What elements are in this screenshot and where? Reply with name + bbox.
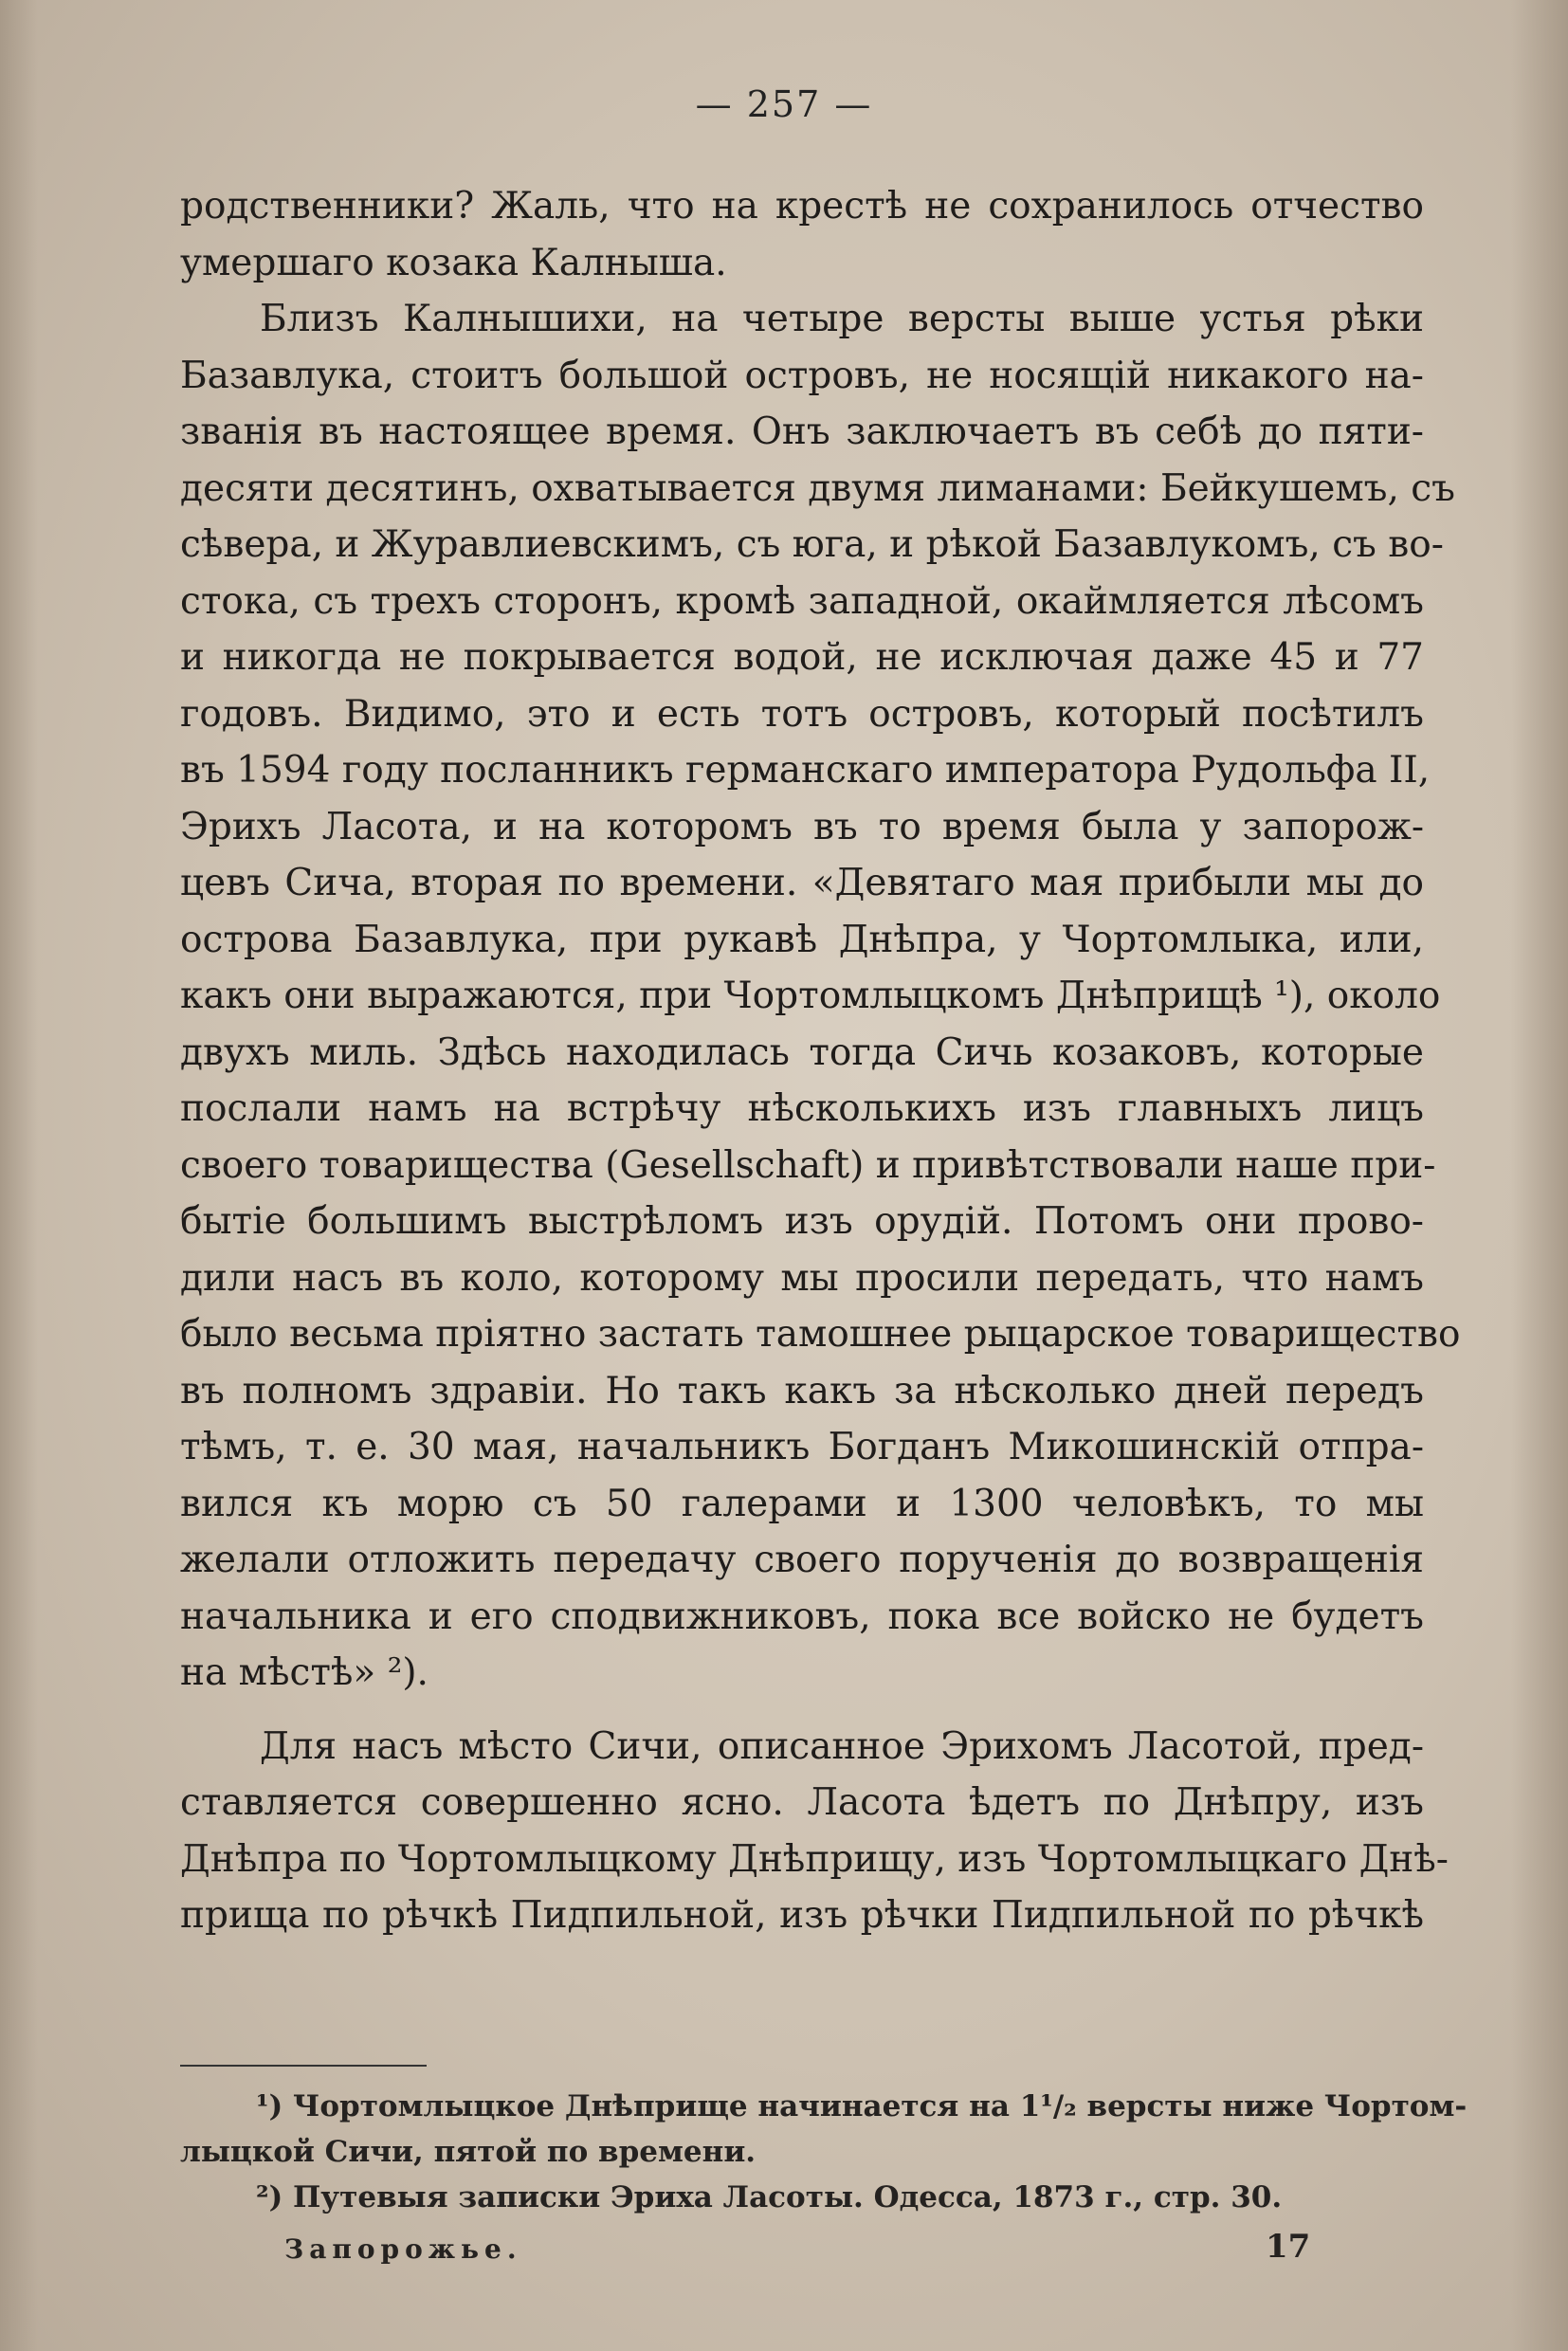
text-line: своего товарищества (Gesellschaft) и привѣтствовали наше при- — [180, 1143, 1436, 1187]
text-line: въ полномъ здравіи. Но такъ какъ за нѣсколько дней передъ — [180, 1369, 1424, 1412]
text-line: Для насъ мѣсто Сичи, описанное Эрихомъ Ласотой, пред- — [260, 1724, 1424, 1768]
text-line: въ 1594 году посланникъ германскаго императора Рудольфа II, — [180, 749, 1431, 792]
text-line: на мѣстѣ» ²). — [180, 1651, 428, 1694]
signature-mark: Запорожье. — [284, 2233, 522, 2265]
text-line: Близъ Калнышихи, на четыре версты выше устья рѣки — [260, 298, 1424, 340]
text-line: Базавлука, стоитъ большой островъ, не носящій никакого на- — [180, 354, 1424, 397]
text-line: начальника и его сподвижниковъ, пока все войско не будетъ — [180, 1595, 1424, 1638]
sheet-number: 17 — [1266, 2228, 1311, 2266]
page-number: — 257 — — [695, 83, 873, 125]
text-line: дили насъ въ коло, которому мы просили передать, что намъ — [180, 1256, 1424, 1300]
text-line: было весьма пріятно застать тамошнее рыцарское товарищество — [180, 1313, 1461, 1356]
text-line: цевъ Сича, вторая по времени. «Девятаго мая прибыли мы до — [180, 862, 1424, 904]
text-line: сѣвера, и Журавлиевскимъ, съ юга, и рѣкой Базавлукомъ, съ во- — [180, 523, 1444, 566]
text-line: годовъ. Видимо, это и есть тотъ островъ, который посѣтилъ — [180, 692, 1424, 736]
footnote-line: ²) Путевыя записки Эриха Ласоты. Одесса, 1873 г., стр. 30. — [256, 2180, 1283, 2214]
text-line: и никогда не покрывается водой, не исключая даже 45 и 77 — [180, 636, 1424, 679]
text-line: тѣмъ, т. е. 30 мая, начальникъ Богданъ Микошинскій отпра- — [180, 1426, 1424, 1468]
footnotes — [180, 2084, 1468, 2220]
text-line: стока, съ трехъ сторонъ, кромѣ западной, окаймляется лѣсомъ — [180, 579, 1424, 623]
footnote-line: ¹) Чортомлыцкое Днѣприще начинается на 1¹/₂ версты ниже Чортом- — [256, 2089, 1468, 2123]
text-line: Эрихъ Ласота, и на которомъ въ то время была у запорож- — [180, 805, 1424, 848]
main-text — [180, 178, 1461, 1944]
paragraph-gap — [180, 1702, 1424, 1719]
footnote-divider — [180, 2065, 427, 2067]
text-line: острова Базавлука, при рукавѣ Днѣпра, у Чортомлыка, или, — [180, 918, 1424, 961]
text-line: двухъ миль. Здѣсь находилась тогда Сичь козаковъ, которые — [180, 1030, 1424, 1074]
text-line: десяти десятинъ, охватывается двумя лиманами: Бейкушемъ, съ — [180, 466, 1455, 510]
text-line: Днѣпра по Чортомлыцкому Днѣприщу, изъ Чортомлыцкаго Днѣ- — [180, 1837, 1449, 1881]
text-line: родственники? Жаль, что на крестѣ не сохранилось отчество — [180, 185, 1424, 228]
text-line: вился къ морю съ 50 галерами и 1300 человѣкъ, то мы — [180, 1482, 1424, 1525]
text-line: прища по рѣчкѣ Пидпильной, изъ рѣчки Пидпильной по рѣчкѣ — [180, 1894, 1424, 1937]
text-line: умершаго козака Калныша. — [180, 241, 727, 284]
footnote-line: лыцкой Сичи, пятой по времени. — [180, 2135, 757, 2169]
text-line: званія въ настоящее время. Онъ заключаетъ въ себѣ до пяти- — [180, 410, 1424, 453]
text-line: ставляется совершенно ясно. Ласота ѣдетъ по Днѣпру, изъ — [180, 1781, 1424, 1824]
text-line: послали намъ на встрѣчу нѣсколькихъ изъ главныхъ лицъ — [180, 1087, 1424, 1130]
text-line: бытіе большимъ выстрѣломъ изъ орудій. Потомъ они прово- — [180, 1200, 1424, 1243]
text-line: желали отложить передачу своего порученія до возвращенія — [180, 1539, 1424, 1581]
text-line: какъ они выражаются, при Чортомлыцкомъ Днѣприщѣ ¹), около — [180, 975, 1441, 1017]
